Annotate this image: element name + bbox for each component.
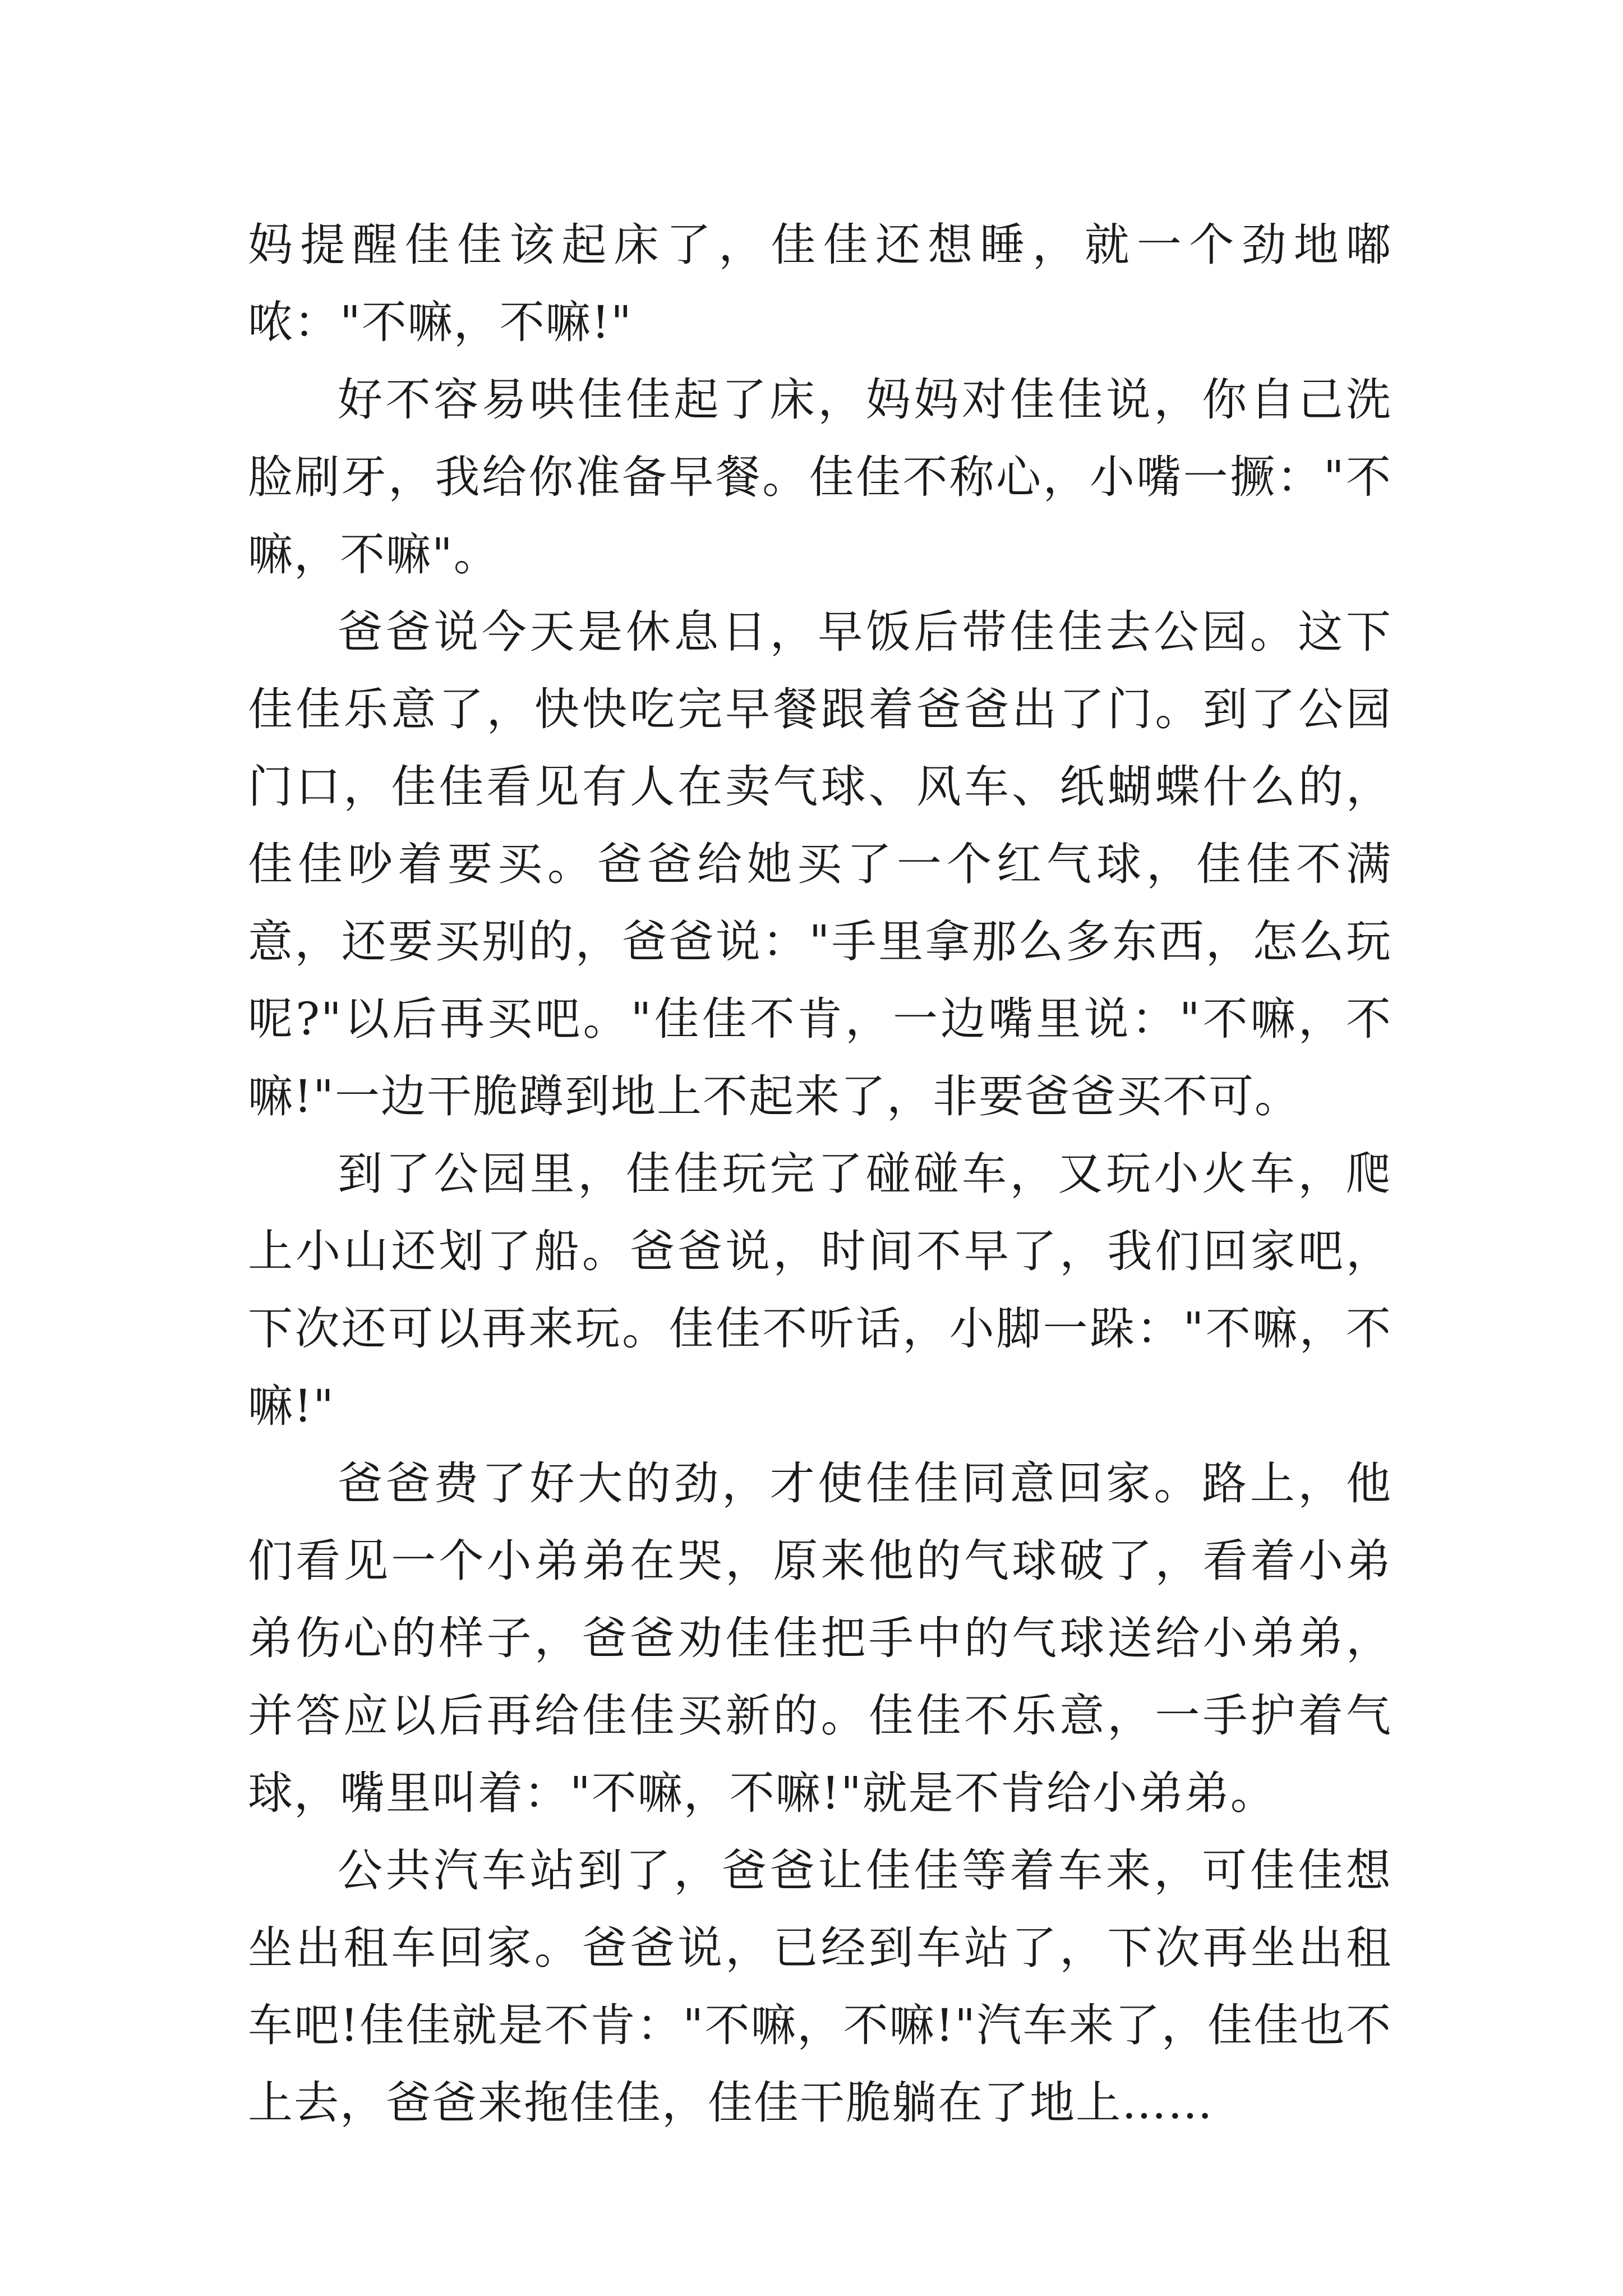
- paragraph-4: 到了公园里，佳佳玩完了碰碰车，又玩小火车，爬上小山还划了船。爸爸说，时间不早了，我们回家吧，下次还可以再来玩。佳佳不听话，小脚一跺："不嘛，不嘛!": [248, 1148, 1392, 1432]
- paragraph-1: 妈提醒佳佳该起床了，佳佳还想睡，就一个劲地嘟哝："不嘛，不嘛!": [248, 219, 1392, 348]
- paragraph-3: 爸爸说今天是休息日，早饭后带佳佳去公园。这下佳佳乐意了，快快吃完早餐跟着爸爸出了门。到了公园门口，佳佳看见有人在卖气球、风车、纸蝴蝶什么的，佳佳吵着要买。爸爸给她买了一个红气球，佳佳不满意，还要买别的，爸爸说："手里拿那么多东西，怎么玩呢?"以后再买吧。"佳佳不肯，一边嘴里说："不嘛，不嘛!"一边干脆蹲到地上不起来了，非要爸爸买不可。: [248, 606, 1392, 1122]
- paragraph-2: 好不容易哄佳佳起了床，妈妈对佳佳说，你自己洗脸刷牙，我给你准备早餐。佳佳不称心，小嘴一撅："不嘛，不嘛"。: [248, 374, 1392, 581]
- paragraph-6: 公共汽车站到了，爸爸让佳佳等着车来，可佳佳想坐出租车回家。爸爸说，已经到车站了，下次再坐出租车吧!佳佳就是不肯："不嘛，不嘛!"汽车来了，佳佳也不上去，爸爸来拖佳佳，佳佳干脆躺在了地上……: [248, 1844, 1392, 2129]
- document-body: [248, 206, 1392, 2142]
- paragraph-5: 爸爸费了好大的劲，才使佳佳同意回家。路上，他们看见一个小弟弟在哭，原来他的气球破了，看着小弟弟伤心的样子，爸爸劝佳佳把手中的气球送给小弟弟，并答应以后再给佳佳买新的。佳佳不乐意，一手护着气球，嘴里叫着："不嘛，不嘛!"就是不肯给小弟弟。: [248, 1457, 1392, 1819]
